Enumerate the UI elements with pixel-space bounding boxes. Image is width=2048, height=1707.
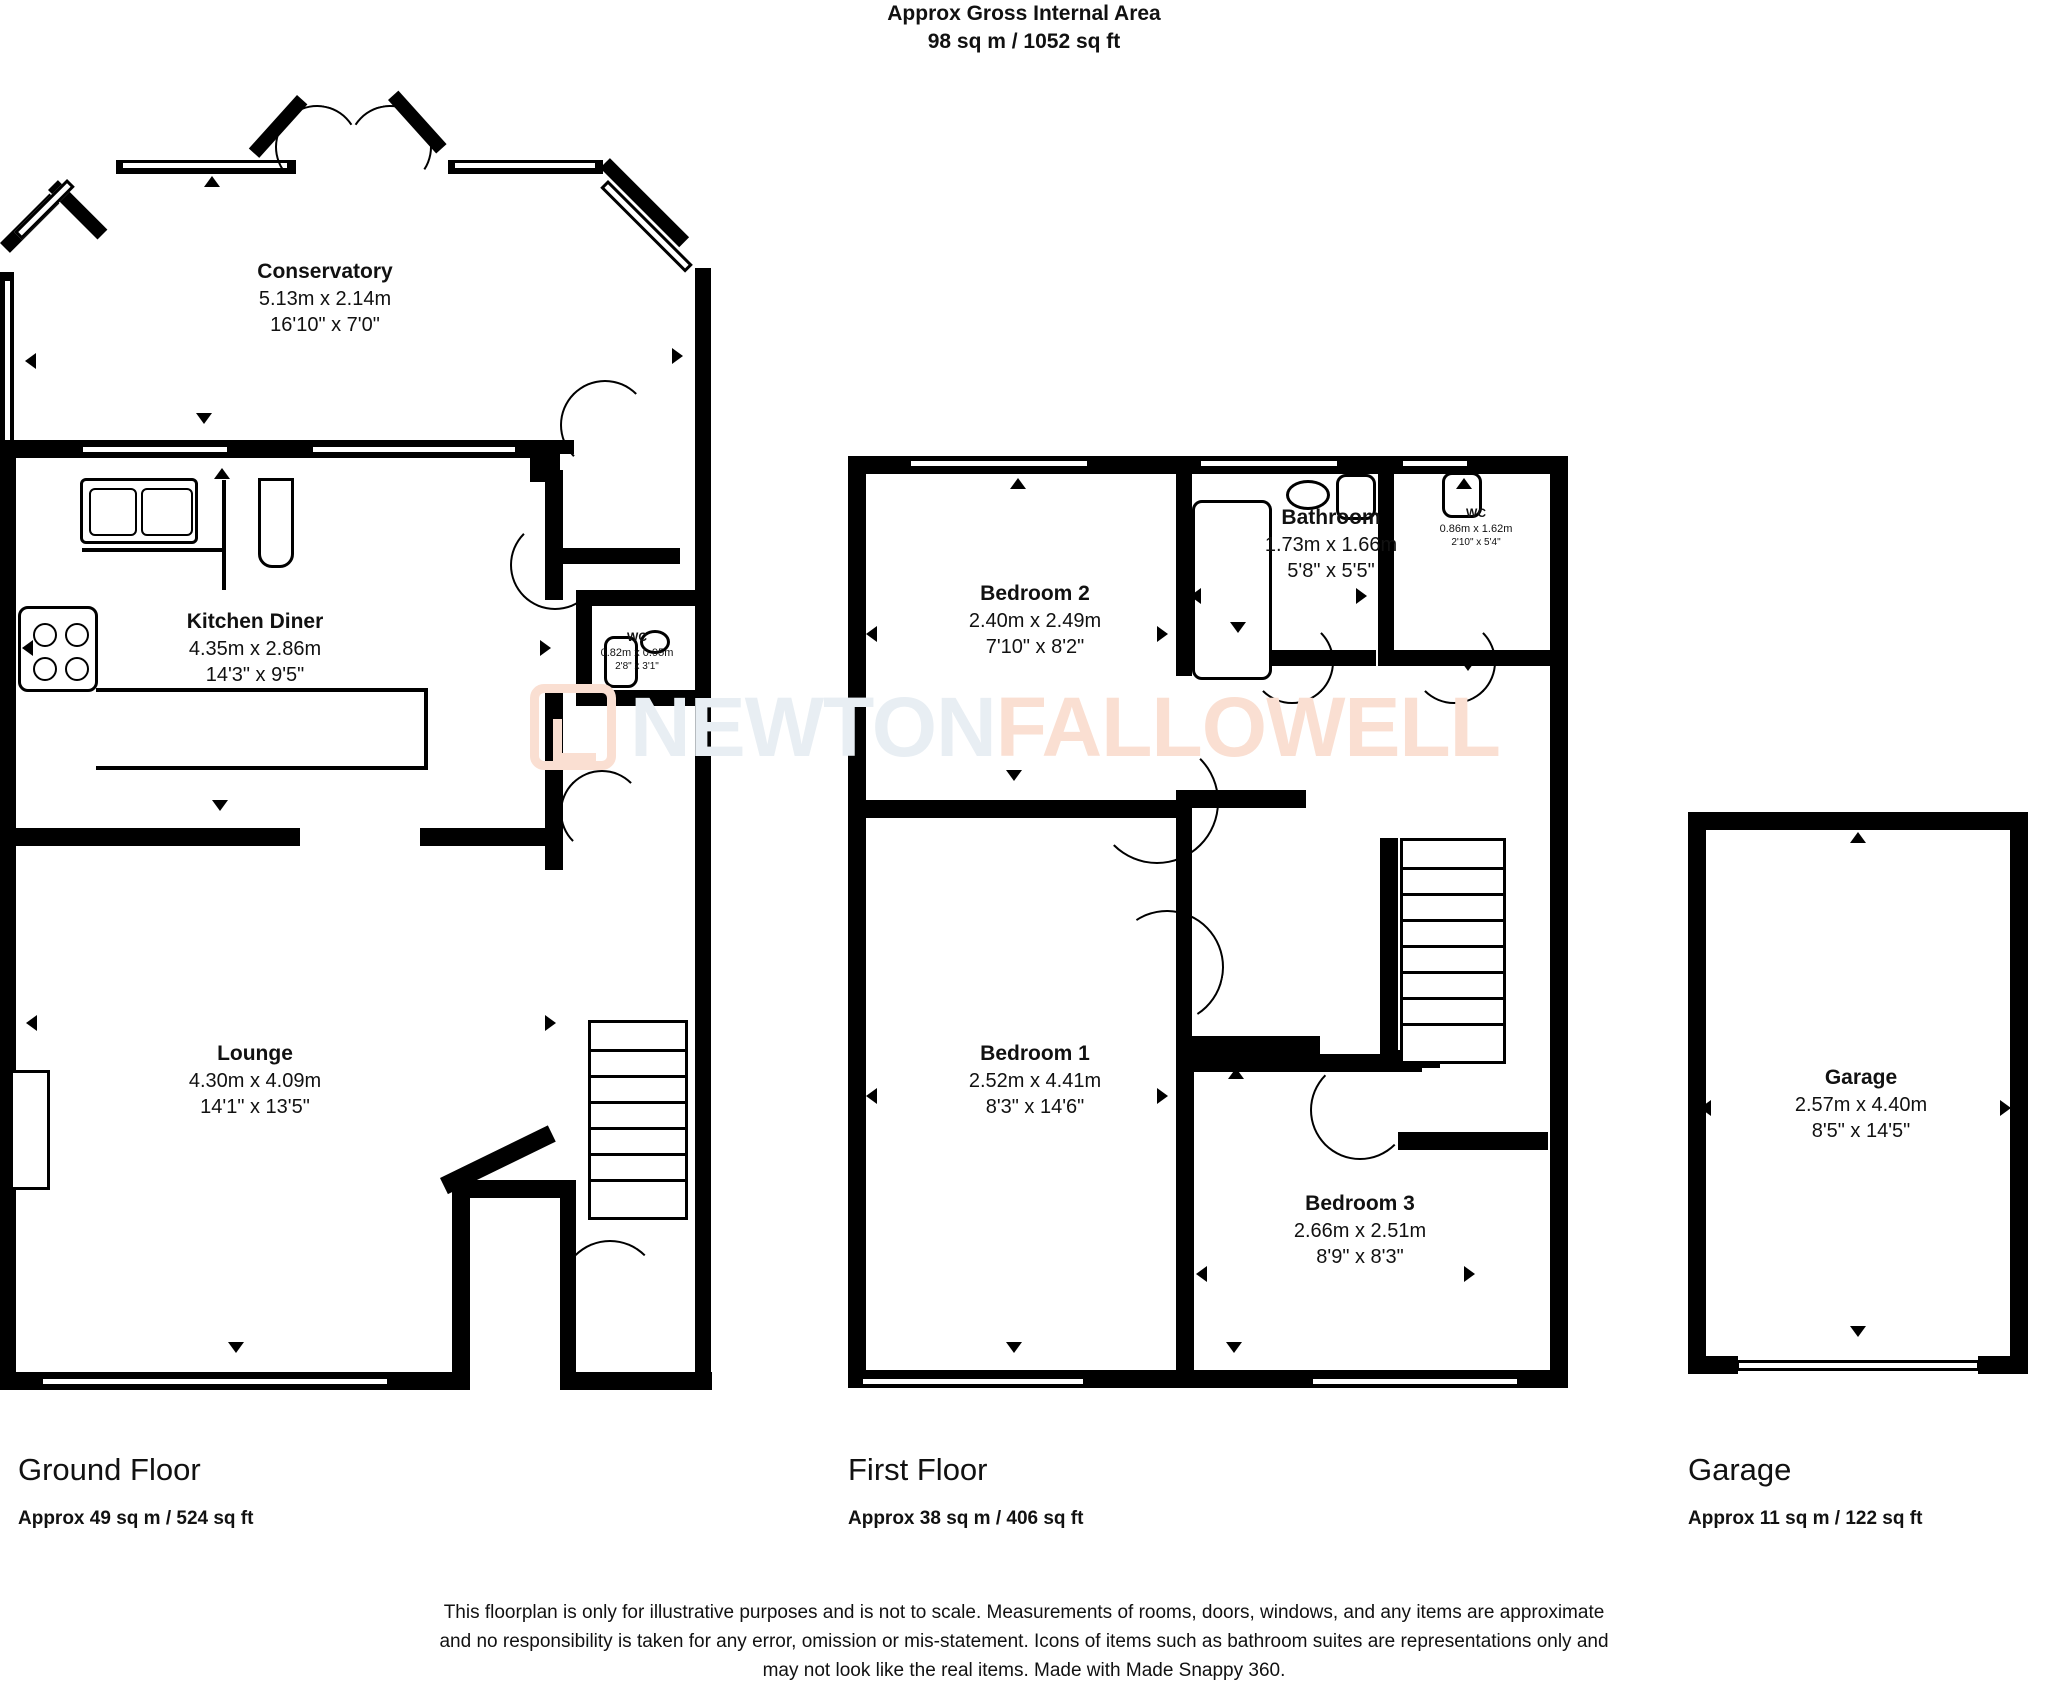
counter-edge-top — [82, 548, 222, 552]
floor-title-ground: Ground Floor — [18, 1452, 201, 1487]
kitchen-window-top-right — [310, 444, 518, 455]
dim-arrow-bathroom-right — [1356, 588, 1367, 604]
dim-arrow-bed3-right — [1464, 1266, 1475, 1282]
dim-arrow-bathroom-down — [1230, 622, 1246, 633]
dim-arrow-lounge-left — [26, 1015, 37, 1031]
lounge-wall-bottom-right-v — [452, 1180, 470, 1390]
room-label-conservatory: Conservatory 5.13m x 2.14m 16'10" x 7'0" — [257, 260, 393, 337]
kitchen-window-top-left — [80, 444, 230, 455]
room-label-lounge: Lounge 4.30m x 4.09m 14'1" x 13'5" — [188, 1042, 322, 1119]
conservatory-window-top-left — [120, 160, 290, 171]
wc-door-arc — [1412, 620, 1496, 704]
bedroom3-window — [1310, 1376, 1520, 1387]
bedroom2-door-arc — [1095, 740, 1219, 864]
dim-arrow-conservatory-left — [25, 353, 36, 369]
dim-arrow-bed1-left — [866, 1088, 877, 1104]
disclaimer-line-1: This floorplan is only for illustrative purposes and is not to scale. Measurements of rooms, doors, windows, and any items are approximate — [443, 1602, 1605, 1623]
ground-wall-right-upper — [695, 268, 711, 908]
stairs-ground — [588, 1020, 688, 1220]
first-wall-left — [848, 456, 866, 1388]
conservatory-window-top-right — [452, 160, 598, 171]
kitchen-door-arc — [510, 520, 600, 610]
dim-arrow-garage-down — [1850, 1326, 1866, 1337]
garage-door — [1736, 1360, 1980, 1371]
counter-edge-lower — [96, 766, 428, 770]
lounge-window-bottom — [40, 1376, 390, 1387]
room-label-wc-first: WC 0.86m x 1.62m 2'10" x 5'4" — [1439, 506, 1513, 549]
ground-wall-bottom-right — [560, 1372, 712, 1390]
landing-wall-right — [1380, 838, 1398, 1058]
front-door-arc — [560, 1240, 660, 1340]
dim-arrow-kitchen-left — [22, 640, 33, 656]
gross-internal-area-header — [0, 0, 2048, 56]
fireplace-icon — [10, 1070, 50, 1190]
ground-wall-right-lower — [695, 900, 711, 1380]
garage-wall-left — [1688, 812, 1706, 1374]
bedroom1-window — [860, 1376, 1086, 1387]
header-line-1: Approx Gross Internal Area — [887, 2, 1161, 25]
brand-name-part1: NEWTON — [630, 679, 996, 774]
counter-edge-bottom — [96, 688, 426, 692]
disclaimer-line-3: may not look like the real items. Made with Made Snappy 360. — [762, 1660, 1286, 1681]
wc-wall-top — [576, 590, 696, 606]
dim-arrow-bed2-down — [1006, 770, 1022, 781]
room-label-bedroom-3: Bedroom 3 2.66m x 2.51m 8'9" x 8'3" — [1293, 1192, 1427, 1269]
dim-arrow-kitchen-down — [212, 800, 228, 811]
kitchen-wall-left — [0, 440, 16, 840]
bedroom3-door-arc — [1310, 1060, 1410, 1160]
hall-door-arc-2 — [560, 770, 644, 854]
room-label-garage: Garage 2.57m x 4.40m 8'5" x 14'5" — [1794, 1066, 1928, 1143]
conservatory-wall-ne-angle — [600, 158, 689, 247]
floor-area-ground: Approx 49 sq m / 524 sq ft — [18, 1508, 254, 1529]
disclaimer-line-2: and no responsibility is taken for any error, omission or mis-statement. Icons of items such as bathroom suites are representations only and — [439, 1631, 1609, 1652]
wc-wall-bottom — [576, 690, 696, 706]
dim-arrow-bed3-left — [1196, 1266, 1207, 1282]
conservatory-window-nw — [14, 179, 75, 240]
garage-wall-bottom-right — [1978, 1356, 2028, 1374]
bedroom1-door-arc — [1099, 899, 1234, 1034]
dim-arrow-bed1-right — [1157, 1088, 1168, 1104]
dim-arrow-bed3-up — [1228, 1068, 1244, 1079]
dim-arrow-garage-right — [2000, 1100, 2011, 1116]
dim-arrow-lounge-right — [545, 1015, 556, 1031]
kitchen-wall-bottom-left — [0, 828, 300, 846]
kitchen-wall-bottom-right — [420, 828, 560, 846]
room-label-bedroom-1: Bedroom 1 2.52m x 4.41m 8'3" x 14'6" — [968, 1042, 1102, 1119]
room-label-kitchen-diner: Kitchen Diner 4.35m x 2.86m 14'3" x 9'5" — [186, 610, 324, 687]
dim-arrow-bed2-up — [1010, 478, 1026, 489]
room-label-wc-ground: WC 0.82m x 0.95m 2'8" x 3'1" — [600, 630, 674, 673]
conservatory-door-arc-right — [340, 97, 440, 197]
dim-arrow-bed3-down — [1226, 1342, 1242, 1353]
bathroom-door-arc — [1250, 620, 1334, 704]
garage-wall-top — [1688, 812, 2028, 830]
conservatory-window-left — [2, 278, 13, 446]
dim-arrow-kitchen-up — [214, 468, 230, 479]
disclaimer-text — [0, 1598, 2048, 1685]
bathroom-window — [1198, 458, 1340, 469]
bedroom3-wall-upper-right — [1398, 1132, 1548, 1150]
dim-arrow-bed1-down — [1006, 1342, 1022, 1353]
dim-arrow-bathroom-left — [1190, 588, 1201, 604]
stairs-first — [1400, 838, 1506, 1064]
dim-arrow-wc-up — [1456, 478, 1472, 489]
wc-window-first — [1400, 458, 1470, 469]
dim-arrow-bed2-left — [866, 626, 877, 642]
floor-area-garage: Approx 11 sq m / 122 sq ft — [1688, 1508, 1923, 1529]
floor-title-first: First Floor — [848, 1452, 988, 1487]
counter-edge-vert — [222, 480, 226, 590]
dim-arrow-garage-up — [1850, 832, 1866, 843]
header-line-2: 98 sq m / 1052 sq ft — [927, 30, 1121, 53]
dim-arrow-conservatory-up — [204, 176, 220, 187]
room-label-bathroom: Bathroom 1.73m x 1.66m 5'8" x 5'5" — [1264, 506, 1398, 583]
sink-icon — [80, 478, 198, 544]
hall-door-arc-1 — [560, 380, 650, 470]
dim-arrow-garage-left — [1700, 1100, 1711, 1116]
first-wall-right — [1550, 456, 1568, 1388]
dim-arrow-bed1-up — [1006, 800, 1022, 811]
room-label-bedroom-2: Bedroom 2 2.40m x 2.49m 7'10" x 8'2" — [968, 582, 1102, 659]
dim-arrow-conservatory-down — [196, 413, 212, 424]
bedroom2-window — [908, 458, 1090, 469]
counter-edge-right — [424, 688, 428, 768]
brand-watermark — [315, 672, 1715, 782]
appliance-icon — [258, 478, 294, 568]
dim-arrow-bed2-right — [1157, 626, 1168, 642]
dim-arrow-conservatory-right — [672, 348, 683, 364]
floor-title-garage: Garage — [1688, 1452, 1792, 1487]
dim-arrow-kitchen-right — [540, 640, 551, 656]
brand-watermark-text — [630, 679, 1500, 776]
dim-arrow-lounge-down — [228, 1342, 244, 1353]
garage-wall-bottom-left — [1688, 1356, 1738, 1374]
brand-name-part2: FALLOWELL — [995, 679, 1500, 774]
floor-area-first: Approx 38 sq m / 406 sq ft — [848, 1508, 1084, 1529]
